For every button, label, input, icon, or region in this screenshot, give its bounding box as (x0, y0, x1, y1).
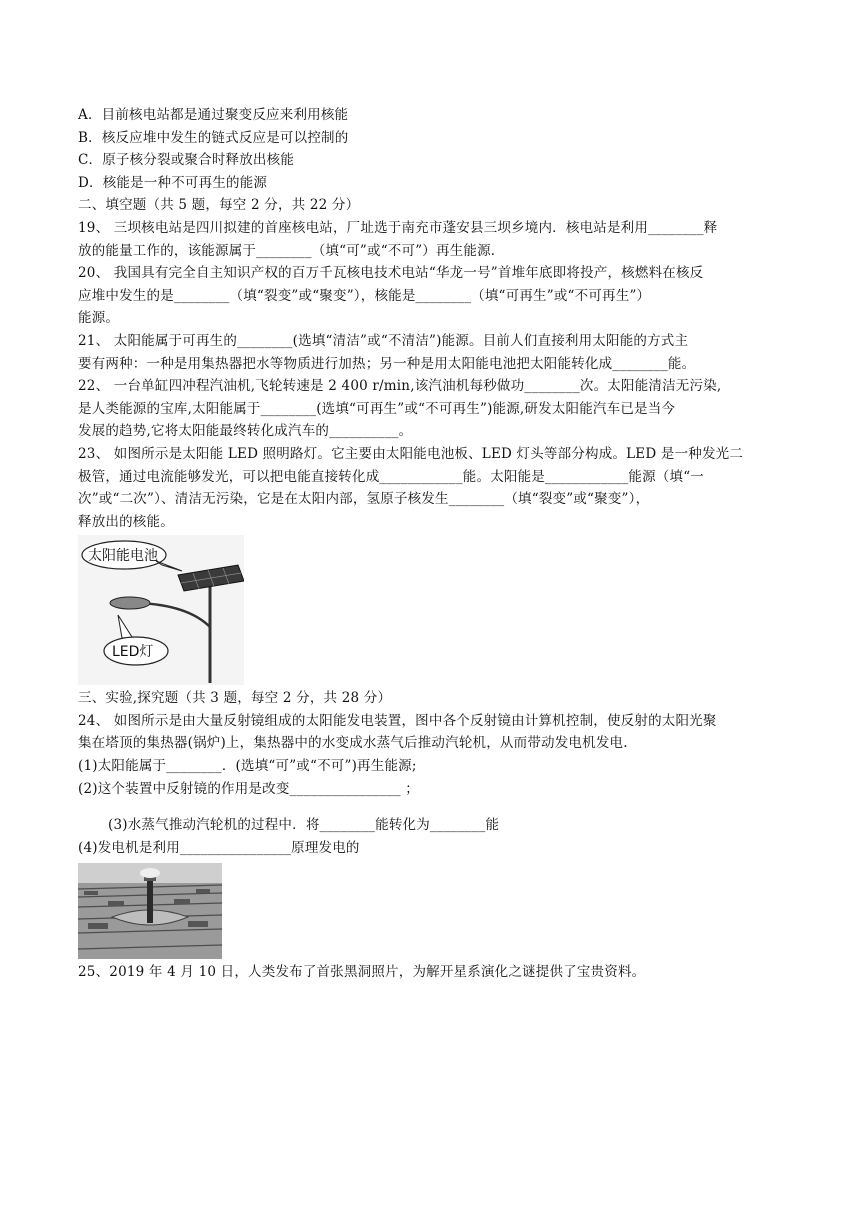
text-line: 24、 如图所示是由大量反射镜组成的太阳能发电装置，图中各个反射镜由计算机控制，使反射的太阳光聚 (78, 712, 717, 729)
q25-line: 25、2019 年 4 月 10 日，人类发布了首张黑洞照片，为解开星系演化之谜提供了宝贵资料。 (78, 964, 646, 981)
text-line: 23、 如图所示是太阳能 LED 照明路灯。它主要由太阳能电池板、LED 灯头等部分构成。LED 是一种发光二 (78, 445, 744, 462)
text-line: C．原子核分裂或聚合时释放出核能 (78, 152, 295, 169)
text-line: 释放出的核能。 (78, 513, 174, 530)
q24-part3: (3)水蒸气推动汽轮机的过程中．将________能转化为________能 (108, 817, 500, 834)
text-line: 集在塔顶的集热器(锅炉)上，集热器中的水变成水蒸气后推动汽轮机，从而带动发电机发电. (78, 735, 628, 752)
text-line: 应堆中发生的是________（填“裂变”或“聚变”），核能是________（填“可再生”或“不可再生”） (78, 287, 651, 304)
solar-led-streetlight-figure (78, 535, 244, 685)
text-line: 次”或“二次”）、清洁无污染，它是在太阳内部，氢原子核发生________（填“裂变”或“聚变”）， (78, 491, 650, 508)
led-lamp-label: LED灯 (112, 644, 154, 661)
text-line: D．核能是一种不可再生的能源 (78, 174, 268, 191)
text-line: 发展的趋势,它将太阳能最终转化成汽车的__________。 (78, 423, 413, 440)
text-line: (1)太阳能属于________．(选填“可”或“不可”)再生能源; (78, 758, 417, 775)
text-line: 是人类能源的宝库,太阳能属于________(选填“可再生”或“不可再生”)能源,研发太阳能汽车已是当今 (78, 400, 676, 417)
spacer (78, 800, 784, 814)
text-line: 21、 太阳能属于可再生的________(选填“清洁”或“不清洁”)能源。目前人们直接利用太阳能的方式主 (78, 332, 689, 349)
text-line: 极管，通过电流能够发光，可以把电能直接转化成____________能。太阳能是____________能源（填“一 (78, 468, 705, 485)
text-line: B．核反应堆中发生的链式反应是可以控制的 (78, 129, 349, 146)
text-line: 能源。 (78, 310, 120, 327)
text-line: 三、实验,探究题（共 3 题，每空 2 分，共 28 分） (78, 690, 392, 707)
text-line: 19、 三坝核电站是四川拟建的首座核电站，厂址选于南充市蓬安县三坝乡境内．核电站是利用________释 (78, 219, 718, 236)
text-line: 二、填空题（共 5 题，每空 2 分，共 22 分） (78, 197, 360, 214)
question-block-a (78, 104, 784, 533)
solar-tower-figure (78, 863, 222, 959)
text-line: 要有两种：一种是用集热器把水等物质进行加热；另一种是用太阳能电池把太阳能转化成________能。 (78, 355, 696, 372)
q24-part4: (4)发电机是利用________________原理发电的 (78, 839, 360, 856)
question-block-b (78, 687, 784, 800)
solar-cell-label: 太阳能电池 (88, 548, 158, 565)
text-line: A．目前核电站都是通过聚变反应来利用核能 (78, 107, 349, 123)
text-line: 放的能量工作的，该能源属于________（填“可”或“不可”）再生能源． (78, 242, 505, 259)
solar-tower-photo (78, 863, 222, 959)
text-line: 20、 我国具有完全自主知识产权的百万千瓦核电技术电站“华龙一号”首堆年底即将投产，核燃料在核反 (78, 265, 704, 282)
text-line: (2)这个装置中反射镜的作用是改变________________ ； (78, 780, 419, 797)
exam-page (78, 104, 784, 984)
text-line: 22、 一台单缸四冲程汽油机,飞轮转速是 2 400 r/min,该汽油机每秒做功________次。太阳能清洁无污染, (78, 378, 722, 395)
